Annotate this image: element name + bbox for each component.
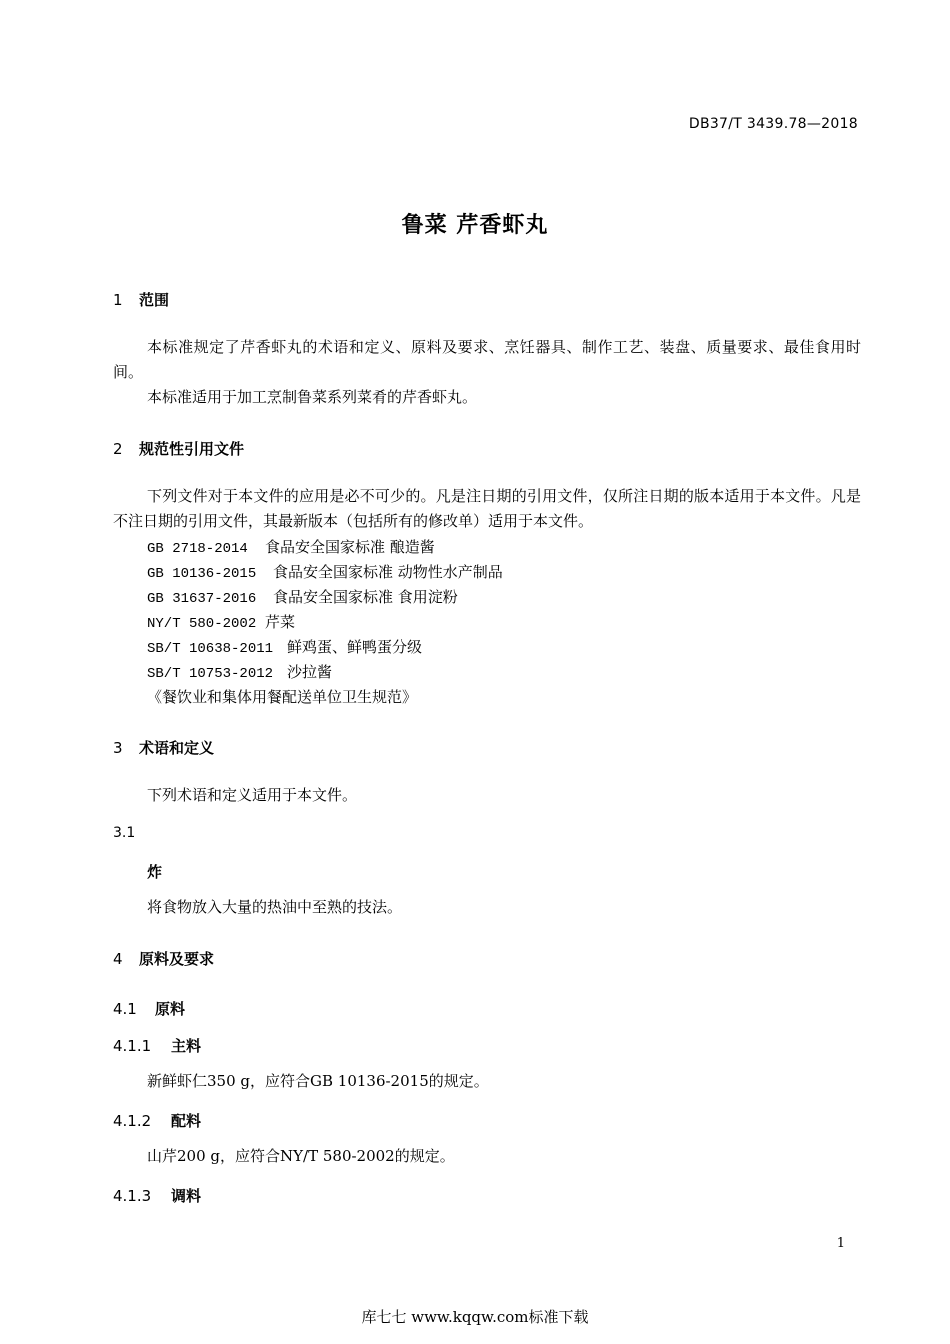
section-title: 范围 <box>139 291 170 309</box>
section-2-heading <box>113 438 244 459</box>
section-title: 原料及要求 <box>139 950 215 968</box>
subsection-4-1-1-heading <box>113 1035 201 1056</box>
subsection-number: 4.1.3 <box>113 1187 152 1205</box>
subsection-title: 配料 <box>171 1112 202 1130</box>
subsection-4-1-heading <box>113 998 185 1019</box>
reference-code: SB/T 10638-2011 <box>147 641 274 657</box>
reference-item <box>147 636 422 657</box>
footer-watermark: 库七七 www.kqqw.com标准下载 <box>361 1308 589 1326</box>
reference-item <box>147 561 503 582</box>
term-definition: 将食物放入大量的热油中至熟的技法。 <box>147 898 403 916</box>
section-title: 术语和定义 <box>139 739 215 757</box>
subsection-title: 调料 <box>171 1187 202 1205</box>
reference-item <box>147 611 295 632</box>
term-number: 3.1 <box>113 825 136 841</box>
section-number: 1 <box>113 291 123 309</box>
reference-name: 食品安全国家标准 动物性水产制品 <box>273 563 503 581</box>
subsection-4-1-1-text: 新鲜虾仁350 g，应符合GB 10136-2015的规定。 <box>147 1072 489 1090</box>
reference-item-extra: 《餐饮业和集体用餐配送单位卫生规范》 <box>147 688 418 706</box>
section-1-paragraph-2: 本标准适用于加工烹制鲁菜系列菜肴的芹香虾丸。 <box>147 388 478 406</box>
section-3-heading <box>113 737 214 758</box>
standard-code: DB37/T 3439.78—2018 <box>688 116 858 132</box>
subsection-title: 原料 <box>155 1000 186 1018</box>
section-1-heading <box>113 289 169 310</box>
reference-name: 芹菜 <box>265 613 296 631</box>
reference-item <box>147 661 332 682</box>
subsection-number: 4.1.2 <box>113 1112 152 1130</box>
subsection-4-1-3-heading <box>113 1185 201 1206</box>
section-title: 规范性引用文件 <box>139 440 245 458</box>
subsection-number: 4.1 <box>113 1000 137 1018</box>
reference-code: GB 2718-2014 <box>147 541 248 557</box>
reference-name: 食品安全国家标准 酿造酱 <box>265 538 435 556</box>
document-title: 鲁菜 芹香虾丸 <box>401 213 549 238</box>
subsection-number: 4.1.1 <box>113 1037 152 1055</box>
section-2-paragraph-1: 下列文件对于本文件的应用是必不可少的。凡是注日期的引用文件，仅所注日期的版本适用于本文件。凡是不注日期的引用文件，其最新版本（包括所有的修改单）适用于本文件。 <box>113 487 861 530</box>
section-number: 2 <box>113 440 123 458</box>
section-1-paragraph-1: 本标准规定了芹香虾丸的术语和定义、原料及要求、烹饪器具、制作工艺、装盘、质量要求、最佳食用时间。 <box>113 338 861 381</box>
section-4-heading <box>113 948 214 969</box>
reference-name: 鲜鸡蛋、鲜鸭蛋分级 <box>287 638 423 656</box>
reference-code: GB 10136-2015 <box>147 566 257 582</box>
reference-code: SB/T 10753-2012 <box>147 666 274 682</box>
term-name: 炸 <box>147 863 163 881</box>
subsection-4-1-2-text: 山芹200 g，应符合NY/T 580-2002的规定。 <box>147 1147 455 1165</box>
reference-code: GB 31637-2016 <box>147 591 257 607</box>
reference-code: NY/T 580-2002 <box>147 616 257 632</box>
reference-name: 食品安全国家标准 食用淀粉 <box>273 588 458 606</box>
section-3-paragraph-1: 下列术语和定义适用于本文件。 <box>147 786 358 804</box>
reference-name: 沙拉酱 <box>287 663 333 681</box>
section-number: 3 <box>113 739 123 757</box>
reference-item <box>147 536 435 557</box>
page-number: 1 <box>836 1236 845 1251</box>
section-number: 4 <box>113 950 123 968</box>
subsection-title: 主料 <box>171 1037 202 1055</box>
reference-item <box>147 586 458 607</box>
subsection-4-1-2-heading <box>113 1110 201 1131</box>
